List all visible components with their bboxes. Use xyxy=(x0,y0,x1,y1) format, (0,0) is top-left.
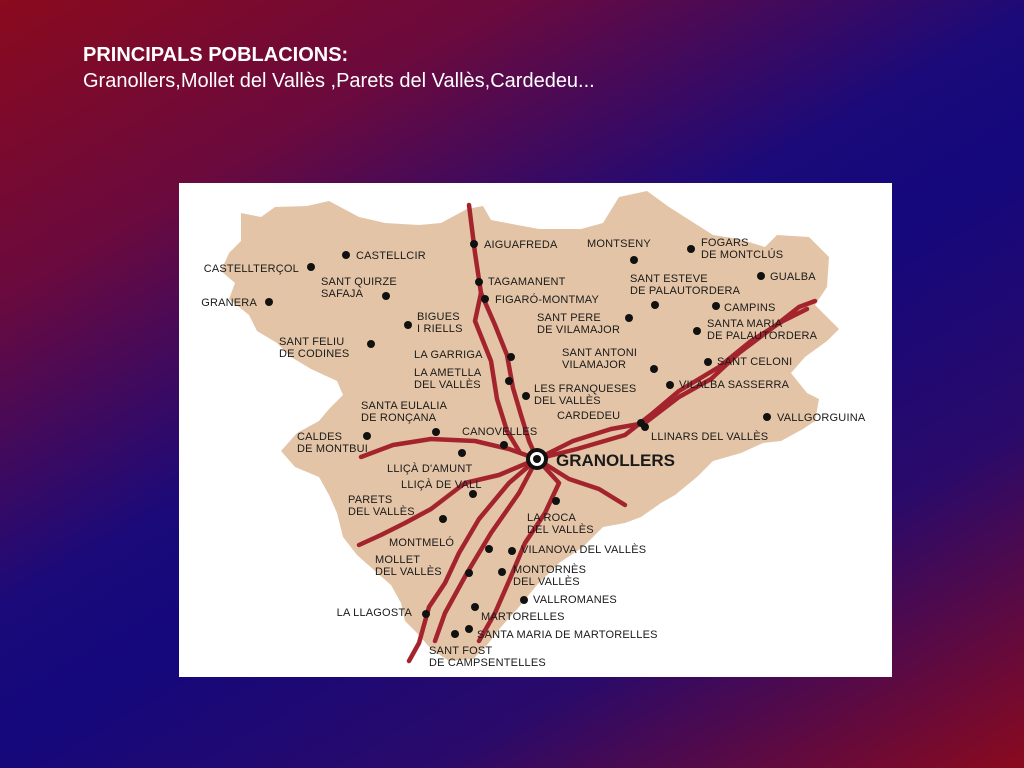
town-dot xyxy=(651,301,659,309)
town-dot xyxy=(650,365,658,373)
town-dot xyxy=(666,381,674,389)
town-label: CAMPINS xyxy=(724,302,776,314)
town-label: SANT QUIRZE SAFAJA xyxy=(321,276,397,300)
town-label: LA GARRIGA xyxy=(414,349,483,361)
town-dot xyxy=(763,413,771,421)
town-dot xyxy=(687,245,695,253)
town-label: CANOVELLES xyxy=(462,426,538,438)
town-label: MONTSENY xyxy=(587,238,651,250)
town-dot xyxy=(363,432,371,440)
town-label: CARDEDEU xyxy=(557,410,621,422)
town-marker xyxy=(204,263,315,275)
town-label: FIGARÓ-MONTMAY xyxy=(495,294,600,306)
town-dot xyxy=(505,377,513,385)
town-dot xyxy=(507,353,515,361)
town-dot xyxy=(520,596,528,604)
town-label: MARTORELLES xyxy=(481,611,565,623)
town-label: LA LLAGOSTA xyxy=(336,607,412,619)
town-label: SANT FELIU DE CODINES xyxy=(279,336,350,360)
town-label: SANT PERE DE VILAMAJOR xyxy=(537,312,621,336)
town-label: AIGUAFREDA xyxy=(484,239,558,251)
town-dot xyxy=(470,240,478,248)
town-dot xyxy=(712,302,720,310)
town-label: VALLGORGUINA xyxy=(777,412,866,424)
town-label: SANTA EULALIA DE RONÇANA xyxy=(361,400,448,424)
capital-label: GRANOLLERS xyxy=(556,451,675,470)
town-label: LLIÇÀ DE VALL xyxy=(401,479,482,491)
town-dot xyxy=(522,392,530,400)
town-marker xyxy=(481,293,599,306)
town-label: SANT ESTEVE DE PALAUTORDERA xyxy=(630,273,741,297)
town-label: SANTA MARIA DE PALAUTORDERA xyxy=(707,318,818,342)
town-marker xyxy=(475,276,566,288)
town-label: GRANERA xyxy=(201,297,257,309)
town-marker xyxy=(763,412,866,424)
town-dot xyxy=(382,292,390,300)
town-dot xyxy=(641,423,649,431)
town-label: VILALBA SASSERRA xyxy=(679,379,790,391)
town-dot xyxy=(625,314,633,322)
slide-heading xyxy=(83,42,595,94)
town-dot xyxy=(342,251,350,259)
town-label: LA ROCA DEL VALLÈS xyxy=(527,512,594,536)
town-dot xyxy=(465,625,473,633)
town-label: LES FRANQUESES DEL VALLÈS xyxy=(534,383,637,407)
town-label: MOLLET DEL VALLÈS xyxy=(375,554,442,578)
town-marker xyxy=(704,356,792,368)
town-marker xyxy=(470,239,558,251)
town-dot xyxy=(498,568,506,576)
town-dot xyxy=(439,515,447,523)
town-label: CASTELLCIR xyxy=(356,250,426,262)
town-dot xyxy=(704,358,712,366)
town-dot xyxy=(469,490,477,498)
town-label: TAGAMANENT xyxy=(488,276,566,288)
town-marker xyxy=(520,594,617,606)
town-marker xyxy=(508,543,646,556)
town-dot xyxy=(265,298,273,306)
town-dot xyxy=(432,428,440,436)
town-label: BIGUES I RIELLS xyxy=(417,311,463,335)
town-dot xyxy=(367,340,375,348)
map-frame xyxy=(179,183,892,677)
town-label: GUALBA xyxy=(770,271,816,283)
vallès-oriental-map xyxy=(179,183,892,677)
town-dot xyxy=(422,610,430,618)
town-dot xyxy=(757,272,765,280)
town-label: CALDES DE MONTBUI xyxy=(297,431,369,455)
town-dot xyxy=(485,545,493,553)
town-label: MONTORNÈS DEL VALLÈS xyxy=(513,564,587,588)
town-label: SANT ANTONI VILAMAJOR xyxy=(562,347,638,371)
town-label: SANTA MARIA DE MARTORELLES xyxy=(477,629,658,641)
heading-towns: Granollers,Mollet del Vallès ,Parets del Vallès,Cardedeu... xyxy=(83,70,595,92)
town-dot xyxy=(481,295,489,303)
town-label: LLINARS DEL VALLÈS xyxy=(651,431,769,443)
town-dot xyxy=(552,497,560,505)
heading-title: PRINCIPALS POBLACIONS: xyxy=(83,44,349,66)
town-label: LLIÇÀ D'AMUNT xyxy=(387,463,473,475)
town-dot xyxy=(307,263,315,271)
town-dot xyxy=(458,449,466,457)
town-label: PARETS DEL VALLÈS xyxy=(348,494,415,518)
town-dot xyxy=(465,569,473,577)
town-label: SANT CELONI xyxy=(717,356,793,368)
town-marker xyxy=(666,379,790,391)
town-label: LA AMETLLA DEL VALLÈS xyxy=(414,367,482,391)
town-dot xyxy=(451,630,459,638)
town-dot xyxy=(471,603,479,611)
town-marker xyxy=(687,237,783,261)
town-dot xyxy=(500,441,508,449)
town-label: CASTELLTERÇOL xyxy=(203,263,299,275)
capital-dot xyxy=(533,455,541,463)
town-label: FOGARS DE MONTCLÚS xyxy=(701,237,784,261)
town-label: MONTMELÓ xyxy=(389,537,455,549)
town-dot xyxy=(630,256,638,264)
town-label: SANT FOST DE CAMPSENTELLES xyxy=(429,645,546,669)
town-label: VILANOVA DEL VALLÈS xyxy=(521,544,647,556)
town-dot xyxy=(475,278,483,286)
town-dot xyxy=(404,321,412,329)
town-label: VALLROMANES xyxy=(533,594,617,606)
town-dot xyxy=(693,327,701,335)
town-dot xyxy=(508,547,516,555)
